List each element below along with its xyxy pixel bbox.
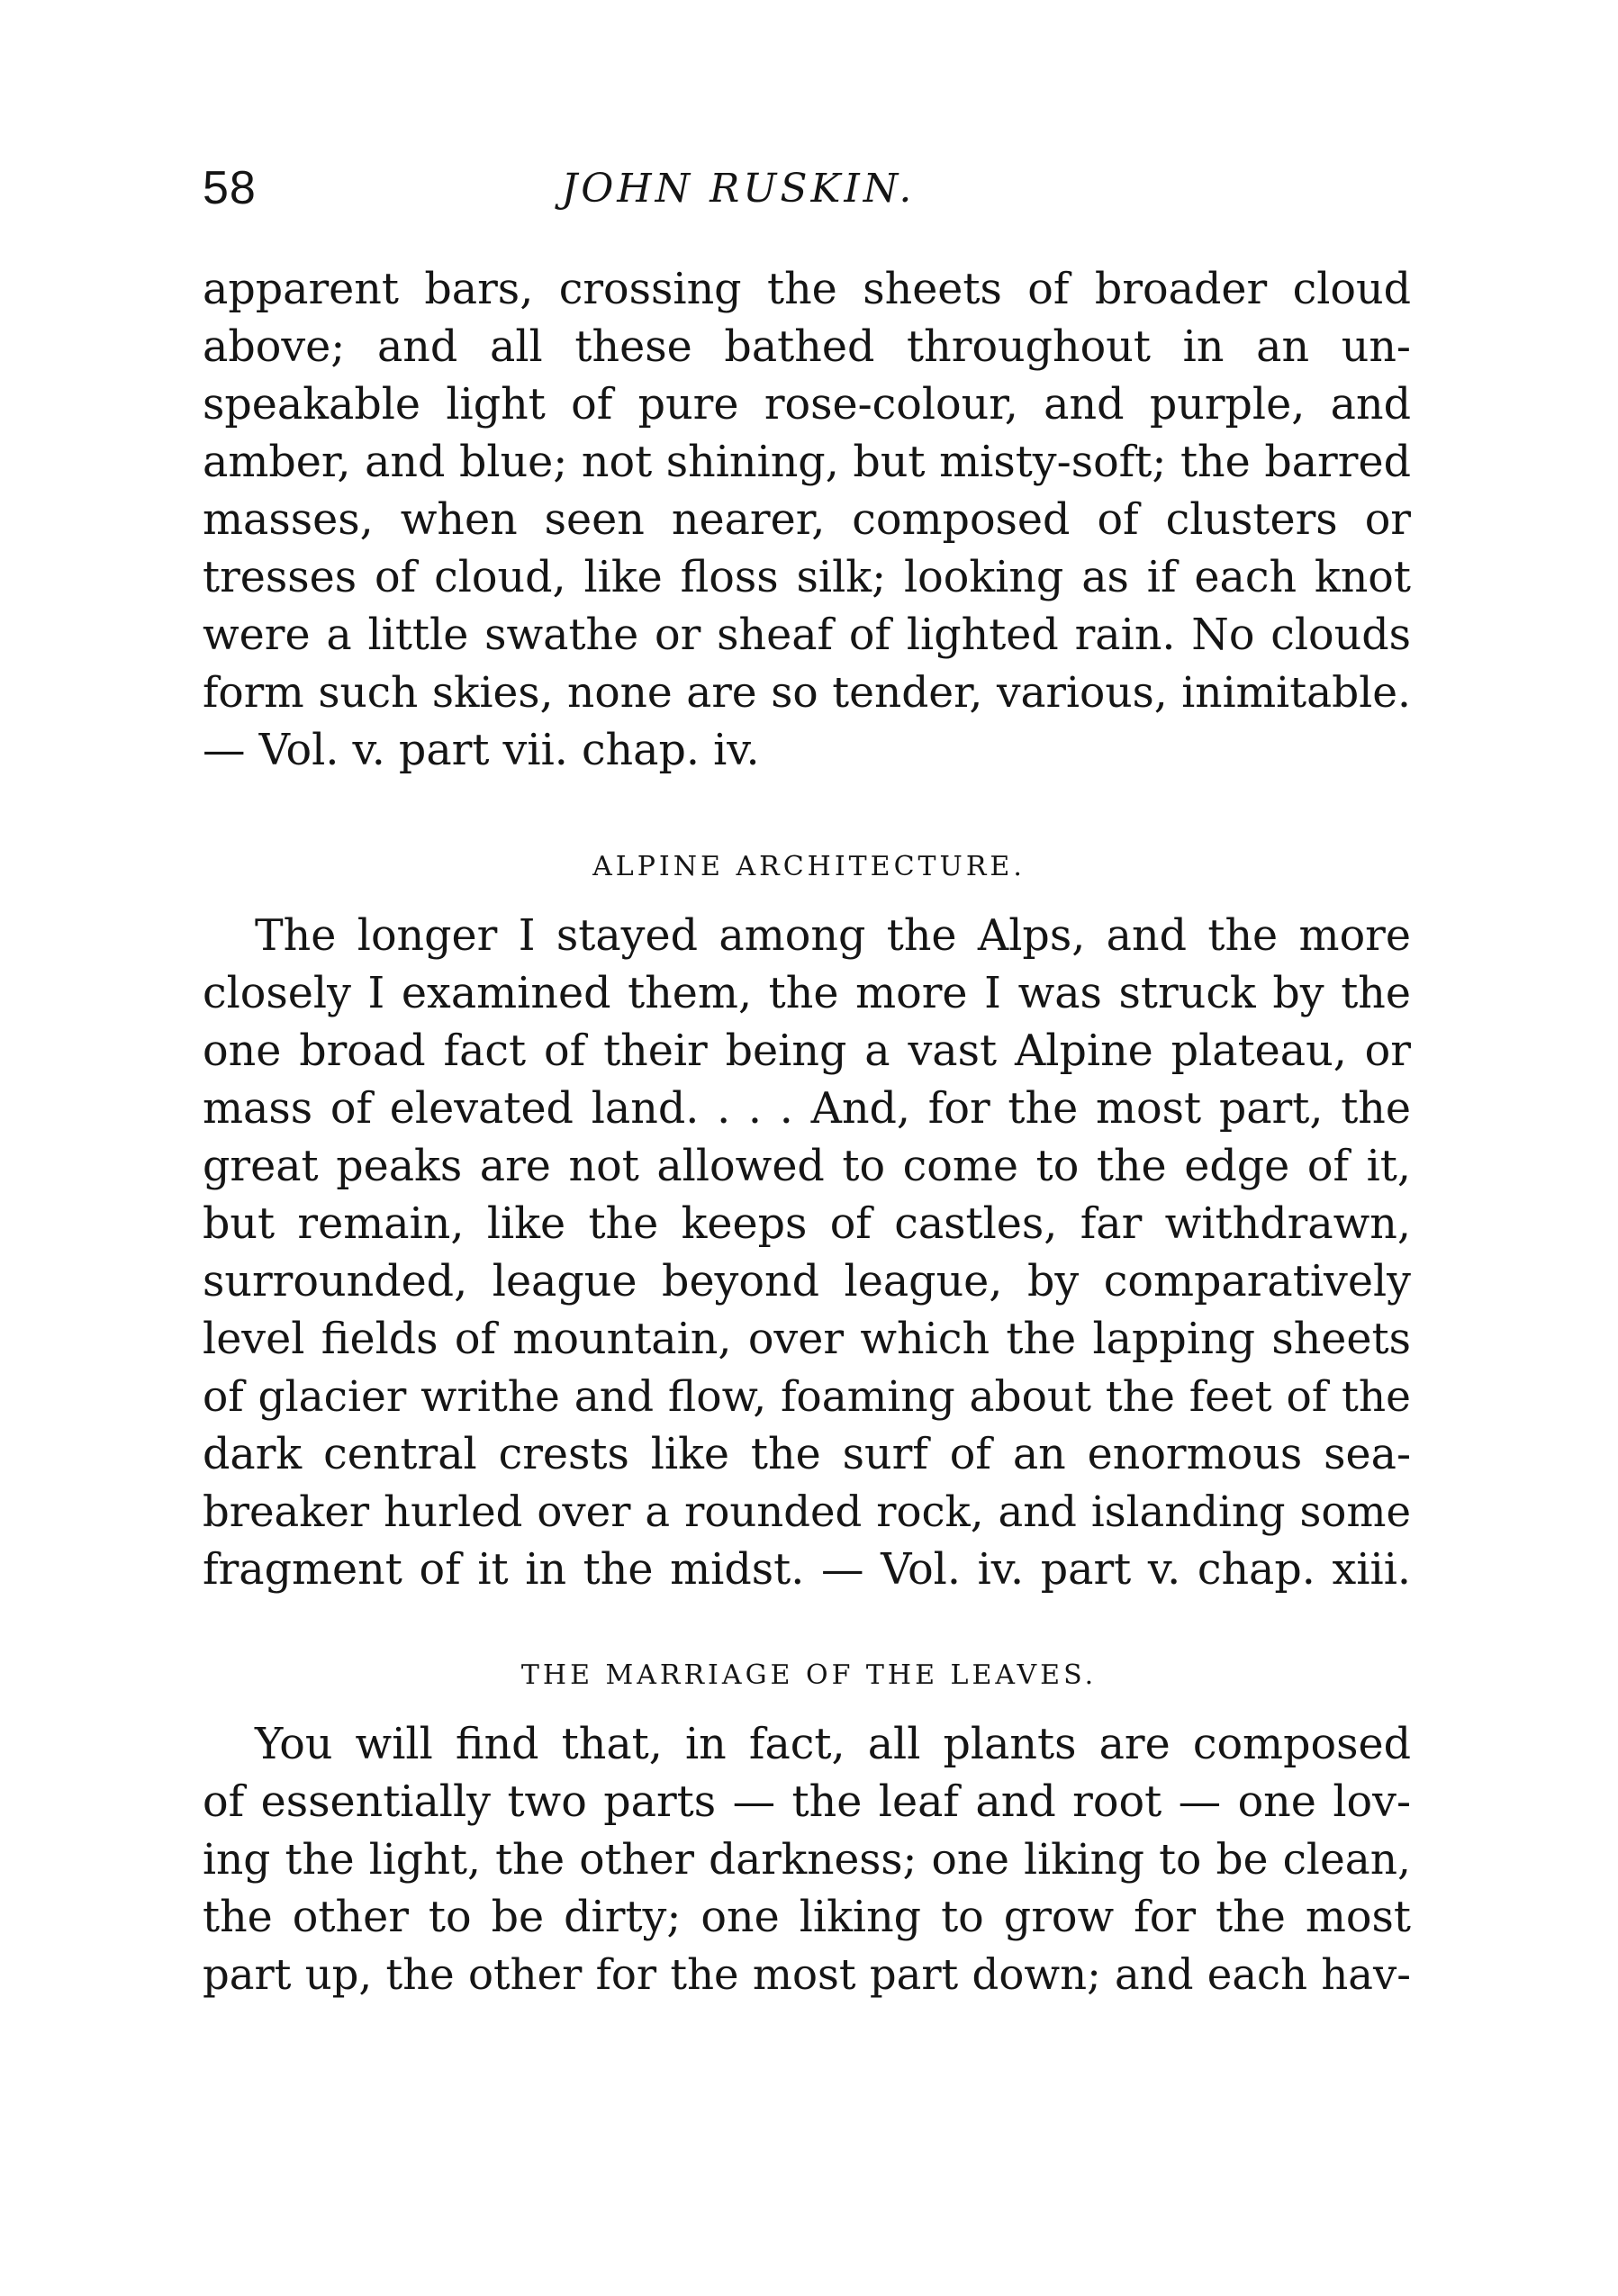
text-line: masses, when seen nearer, composed of clusters or xyxy=(203,495,1411,545)
text-line: were a little swathe or sheaf of lighted rain. No clouds xyxy=(203,610,1411,660)
text-line: tresses of cloud, like floss silk; looking as if each knot xyxy=(203,553,1411,602)
text-line: but remain, like the keeps of castles, far withdrawn, xyxy=(203,1199,1411,1249)
text-line: dark central crests like the surf of an enormous sea- xyxy=(203,1430,1411,1479)
running-head: JOHN RUSKIN. xyxy=(561,166,916,212)
text-line: of essentially two parts — the leaf and root — one lov- xyxy=(203,1777,1411,1827)
text-line: apparent bars, crossing the sheets of broader cloud xyxy=(203,265,1411,314)
text-line: closely I examined them, the more I was struck by the xyxy=(203,969,1411,1018)
text-line: above; and all these bathed throughout in an un- xyxy=(203,322,1411,372)
page-number: 58 xyxy=(203,162,257,214)
text-line: level fields of mountain, over which the lapping sheets xyxy=(203,1315,1411,1364)
text-line: part up, the other for the most part down; and each hav- xyxy=(203,1950,1411,1999)
text-line: surrounded, league beyond league, by comparatively xyxy=(203,1257,1411,1306)
text-line: mass of elevated land. . . . And, for the most part, the xyxy=(203,1084,1411,1134)
text-line: amber, and blue; not shining, but misty-soft; the barred xyxy=(203,438,1411,487)
page-header xyxy=(0,0,1618,234)
text-line: You will find that, in fact, all plants are composed xyxy=(255,1720,1411,1769)
section-heading-alpine-architecture: ALPINE ARCHITECTURE. xyxy=(592,851,1026,882)
text-line: The longer I stayed among the Alps, and the more xyxy=(255,911,1411,961)
text-line: breaker hurled over a rounded rock, and islanding some xyxy=(203,1487,1411,1536)
text-line: form such skies, none are so tender, various, inimitable. xyxy=(203,668,1411,718)
text-line: of glacier writhe and flow, foaming about the feet of the xyxy=(203,1372,1411,1422)
text-line: one broad fact of their being a vast Alpine plateau, or xyxy=(203,1026,1411,1076)
text-line: great peaks are not allowed to come to the edge of it, xyxy=(203,1142,1411,1191)
citation-line: — Vol. v. part vii. chap. iv. xyxy=(203,726,760,775)
text-line: ing the light, the other darkness; one liking to be clean, xyxy=(203,1835,1411,1885)
section-heading-marriage-of-the-leaves: THE MARRIAGE OF THE LEAVES. xyxy=(520,1659,1098,1691)
text-line: the other to be dirty; one liking to grow for the most xyxy=(203,1893,1411,1942)
citation-line: fragment of it in the midst. — Vol. iv. part v. chap. xiii. xyxy=(203,1545,1411,1595)
text-line: speakable light of pure rose-colour, and purple, and xyxy=(203,380,1411,429)
